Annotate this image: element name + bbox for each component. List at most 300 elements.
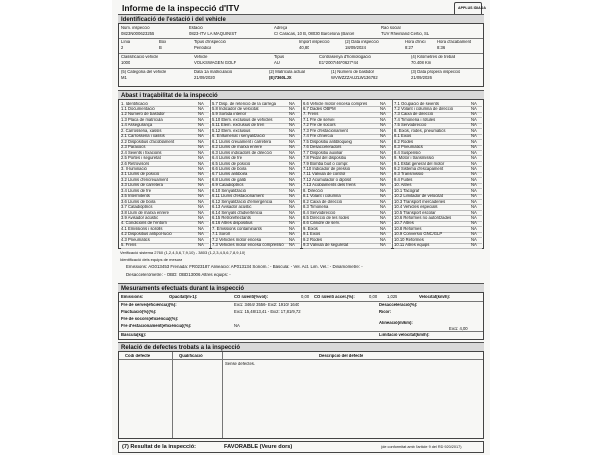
inspection-item-label: 7.11 Vàlvula de control — [303, 172, 346, 177]
inspection-item-label: 6.14 Senyals d'advertència — [212, 210, 263, 215]
value-company: TÜV Rheinland Certio, SL — [381, 32, 430, 36]
inspection-item-label: 4.1 Emissions i sorolls — [121, 226, 163, 231]
label-speed-limiter: Limitació velocitat(km/h): — [379, 333, 430, 337]
value-start-time: 8:27 — [405, 46, 414, 50]
col-description: Descripció del defecte — [319, 354, 364, 358]
inspection-item-na: NA — [198, 139, 204, 144]
inspection-item-na: NA — [471, 101, 477, 106]
inspection-item-na: NA — [471, 128, 477, 133]
inspection-item-label: 8.3 Pneumàtics — [394, 145, 423, 150]
inspection-item-label: 6.16 Altres dispositius — [212, 221, 253, 226]
inspection-item-na: NA — [380, 166, 386, 171]
label-price: Import inspecció — [299, 40, 330, 44]
ident-heading: Identificació de l'estació i del vehicle — [121, 16, 226, 23]
inspection-item — [303, 243, 391, 249]
inspection-item-label: 7.1 Fre de servei — [303, 117, 335, 122]
label-speed: Velocitat(km/h): — [419, 295, 451, 299]
inspection-item-label: 7. Frens — [303, 112, 319, 117]
inspection-item-label: 1.1 Documentació — [121, 107, 155, 112]
label-plate: (2) Matrícula actual — [269, 70, 305, 74]
inspection-item-na: NA — [380, 123, 386, 128]
inspection-item-label: 9.1 Eixos — [303, 232, 321, 237]
inspection-item-label: 7.9 Bomba buit o compr. — [303, 161, 349, 166]
value-inspection-type: Periòdica — [194, 46, 212, 50]
inspection-item-na: NA — [289, 221, 295, 226]
inspection-item-label: 9.3 Transmissió — [394, 172, 424, 177]
inspection-item-label: 8.1 Eixos — [394, 134, 412, 139]
inspection-item-label: 7.10 Indicador de pressió — [303, 166, 351, 171]
inspection-item-label: 6.5 Llums de posició — [212, 161, 251, 166]
inspection-item-label: 7.2 Fre de socors — [303, 123, 336, 128]
inspection-item-label: 2.4 Seients i fixacions — [121, 150, 162, 155]
inspection-item-na: NA — [198, 161, 204, 166]
inspection-item-label: 8. Eixos, rodes, pneumàtics — [394, 128, 446, 133]
inspection-item-label: 6.9 Catadiòptrics — [212, 183, 244, 188]
value-service-brake: Eix1: 3464/ 3556- Eix2: 1910/ 1640 — [234, 303, 300, 307]
inspection-item-na: NA — [198, 101, 204, 106]
inspection-item-label: 3.9 Avisador acústic — [121, 216, 159, 221]
inspection-item-na: NA — [380, 183, 386, 188]
label-parking-brake: Fre d'estacionament(eficiència)(%): — [121, 324, 192, 328]
inspection-item-label: 5.7 Disp. de retenció de la càrrega — [212, 101, 277, 106]
value-address: C/ Caracas, 10 B, 08030 Barcelona (Barcel — [274, 32, 355, 36]
inspection-item-label: 9.2 Rodes — [303, 237, 323, 242]
inspection-item-na: NA — [471, 226, 477, 231]
inspection-item-label: 10. Altres — [394, 183, 412, 188]
inspection-item-na: NA — [198, 183, 204, 188]
label-next-inspection: (3) Data propera inspecció — [411, 70, 461, 74]
inspection-item-na: NA — [289, 172, 295, 177]
inspection-item-label: 7.3 Vehicles motor encesa compressió — [212, 243, 284, 248]
inspection-item-na: NA — [471, 237, 477, 242]
inspection-item-na: NA — [289, 243, 295, 248]
inspection-item-na: NA — [198, 166, 204, 171]
label-vehicle-class: Classificació vehicle — [121, 55, 159, 59]
result-note: (de conformitat amb l'article 9 del RD 920/2017) — [381, 445, 462, 449]
abast-grid — [118, 99, 484, 249]
label-inspection-type: Tipus d'inspecció — [194, 40, 226, 44]
inspection-item-na: NA — [198, 117, 204, 122]
value-inspection-date: 18/09/2024 — [345, 46, 366, 50]
inspection-item-na: NA — [198, 210, 204, 215]
inspection-item-na: NA — [380, 128, 386, 133]
inspection-item-label: 1. Identificació — [121, 101, 148, 106]
inspection-item-na: NA — [380, 172, 386, 177]
inspection-item-label: 6.13 Avisador acústic — [212, 205, 252, 210]
inspection-item-na: NA — [471, 210, 477, 215]
inspection-item-label: 7.5 Servodirecció — [394, 123, 427, 128]
inspection-item-label: 10.1 Tacògraf — [394, 188, 420, 193]
inspection-item-na: NA — [471, 161, 477, 166]
inspection-item-label: 7.4 Fre d'inèrcia — [303, 134, 333, 139]
inspection-item-na: NA — [198, 232, 204, 237]
inspection-item-na: NA — [380, 199, 386, 204]
inspection-item-label: 3.1 Llums de posició — [121, 172, 160, 177]
inspection-item-label: 6.15 Retroreflectants — [212, 216, 251, 221]
inspection-item-label: 6.1 Llums creuament i carretera — [212, 139, 272, 144]
inspection-item-na: NA — [380, 243, 386, 248]
label-inspection-number: Núm. inspecció — [121, 26, 150, 30]
inspection-item-na: NA — [471, 145, 477, 150]
inspection-item-label: 8. Direcció — [303, 188, 323, 193]
inspection-item-na: NA — [380, 194, 386, 199]
inspection-item-label: 7.8 Pedal del dispositiu — [303, 156, 347, 161]
inspection-item-label: 8.3 Timoneria — [303, 205, 329, 210]
inspection-item-label: 7.13 Acoblaments dels frens — [303, 183, 356, 188]
inspection-item-label: 4.3 Pneumàtics — [121, 237, 150, 242]
inspection-item-label: 6.3 Llums indicadors de direcció — [212, 150, 272, 155]
inspection-item-label: 4. Condicions de l'entorn — [121, 221, 167, 226]
defect-row-text: Sense defectes. — [225, 362, 256, 366]
inspection-item-label: 9.4 Fuites — [394, 177, 413, 182]
inspection-item-label: 5.11 Elem. exclusius de tren — [212, 123, 265, 128]
inspection-item-label: 6.12 Senyalització d'emergència — [212, 199, 273, 204]
inspection-item — [121, 243, 209, 249]
inspection-item-label: 7.5 Dispositiu antibloqueig — [303, 139, 352, 144]
inspection-item-na: NA — [198, 134, 204, 139]
value-first-registration: 21/09/2020 — [194, 76, 215, 80]
inspection-item-na: NA — [471, 150, 477, 155]
inspection-item-na: NA — [471, 199, 477, 204]
inspection-item-label: 2.6 Retrovisors — [121, 161, 150, 166]
inspection-item-na: NA — [289, 188, 295, 193]
inspection-item — [212, 243, 300, 249]
value-fluctuation: Eix1: 15,48/13,41 - Eix2: 17,81/9,72 — [234, 310, 301, 314]
inspection-item-label: 5.9 Sortida interior — [212, 112, 247, 117]
label-type: Tipus — [274, 55, 285, 59]
inspection-item-label: 6.11 Llums d'estacionament — [212, 194, 264, 199]
inspection-item-label: 9.1 Estat general del motor — [394, 161, 445, 166]
value-next-inspection: 21/09/2026 — [411, 76, 432, 80]
inspection-item-label: 2.1 Carrosseria i xassís — [121, 134, 165, 139]
label-homologation: Contrasenya d'homologació — [319, 55, 371, 59]
inspection-item-na: NA — [471, 134, 477, 139]
inspection-item-na: NA — [289, 237, 295, 242]
inspection-item-label: 2.2 Dispositius d'acoblament — [121, 139, 175, 144]
inspection-item-na: NA — [289, 177, 295, 182]
inspection-item-na: NA — [380, 177, 386, 182]
inspection-item-label: 10.9 Conversió GNC/GLP — [394, 232, 443, 237]
inspection-item-na: NA — [289, 128, 295, 133]
inspection-item-label: 9. Motor i transmissió — [394, 156, 434, 161]
inspection-item-na: NA — [380, 134, 386, 139]
inspection-item-na: NA — [289, 205, 295, 210]
label-co-accel: CO ralentí accel.(%): — [314, 295, 355, 299]
inspection-item-label: 7.2 Volant i columna de direcció — [394, 107, 454, 112]
inspection-item-label: 7.1 Ocupació de seients — [394, 101, 439, 106]
inspection-item-label: 6.2 Llums de marxa enrere — [212, 145, 263, 150]
inspection-item-label: 5.12 Elem. exclusius — [212, 128, 251, 133]
inspection-item-na: NA — [289, 199, 295, 204]
inspection-item-na: NA — [289, 134, 295, 139]
inspection-item-na: NA — [380, 237, 386, 242]
report-title: Informe de la inspecció d'ITV — [122, 3, 240, 13]
inspection-item-na: NA — [380, 101, 386, 106]
inspection-item-label: 7.3 Caixa de direcció — [394, 112, 434, 117]
inspection-item-na: NA — [471, 107, 477, 112]
inspection-item-label: 6.6 Vehicle motor encesa comprès — [303, 101, 368, 106]
value-lambda: 1,025 — [387, 295, 398, 299]
inspection-item-na: NA — [198, 199, 204, 204]
inspection-item-label: 3.4 Llums de fre — [121, 188, 152, 193]
inspection-item-label: 9.2 Sistema d'escapament — [394, 166, 444, 171]
inspection-item-na: NA — [380, 145, 386, 150]
inspection-item-label: 3.2 Llums d'encreuament — [121, 177, 168, 182]
label-vin: (1) Número de bastidor — [331, 70, 375, 74]
inspection-item-label: 5.10 Elem. exclusius de vehicles — [212, 117, 273, 122]
result-box — [118, 441, 484, 453]
ident-grid — [118, 23, 484, 87]
value-category: M1 — [121, 76, 127, 80]
label-company: Raó social — [381, 26, 401, 30]
label-station: Estació — [189, 26, 203, 30]
inspection-item-label: 7.2 Vehicles motor encesa — [212, 237, 262, 242]
inspection-item-label: 6.7 Llums antiboira — [212, 172, 248, 177]
label-deceleration: Desacceleració(%): — [379, 303, 418, 307]
inspection-item-label: 2. Carrosseria, xassís — [121, 128, 162, 133]
inspection-item-na: NA — [289, 161, 295, 166]
inspection-item-na: NA — [289, 194, 295, 199]
inspection-item-na: NA — [198, 243, 204, 248]
inspection-item-label: 10.8 Reformes — [394, 226, 422, 231]
label-inspection-date: (2) Data inspecció — [345, 40, 379, 44]
inspection-item-label: 6.6 Llums de boira — [212, 166, 247, 171]
defectes-heading: Relació de defectes trobats a la inspecció — [121, 344, 241, 351]
inspection-item-label: 2.5 Portes i seguretat — [121, 156, 161, 161]
verification-text: Verificació sistema 2760 (1,2,4,5,6,7,9,10) - 3803 (1,2,3,4,5,6,7,8,9,10) — [120, 251, 246, 255]
inspection-item-na: NA — [471, 183, 477, 188]
inspection-item-na: NA — [198, 172, 204, 177]
inspection-item-label: 1.2 Número de bastidor — [121, 112, 165, 117]
inspection-item-na: NA — [198, 177, 204, 182]
inspection-item-label: 10.2 Limitador de velocitat — [394, 194, 443, 199]
inspection-item-label: 8.2 Rodes — [394, 139, 414, 144]
inspection-item-label: 1.3 Placa de matrícula — [121, 117, 163, 122]
inspection-item-label: 6.8 Llums de gàlib — [212, 177, 246, 182]
inspection-item-na: NA — [198, 107, 204, 112]
value-type: AU — [274, 61, 280, 65]
label-first-registration: Data 1a matriculació — [194, 70, 233, 74]
inspection-item-na: NA — [289, 123, 295, 128]
defectes-table — [118, 351, 484, 439]
inspection-item-na: NA — [380, 205, 386, 210]
inspection-item-na: NA — [380, 112, 386, 117]
value-co: 0,00 — [301, 295, 310, 299]
label-mileage: (4) Kilòmetres de treball — [411, 55, 456, 59]
label-address: Adreça — [274, 26, 288, 30]
inspection-item-na: NA — [471, 112, 477, 117]
inspection-item-label: 7.3 Fre d'estacionament — [303, 128, 348, 133]
inspection-item-na: NA — [471, 232, 477, 237]
inspection-item-na: NA — [380, 210, 386, 215]
inspection-item-na: NA — [198, 188, 204, 193]
inspection-item-na: NA — [471, 194, 477, 199]
inspection-item-na: NA — [289, 150, 295, 155]
inspection-item-label: 3.6 Llums de boira — [121, 199, 156, 204]
value-line: 2 — [121, 46, 124, 50]
inspection-item-na: NA — [289, 216, 295, 221]
inspection-item-na: NA — [471, 172, 477, 177]
inspection-item-label: 9.3 Vàlvula de seguretat — [303, 243, 349, 248]
value-price: 40,80 — [299, 46, 310, 50]
inspection-item-label: 3.3 Llums de carretera — [121, 183, 163, 188]
inspection-item-label: 5.8 Indicador de velocitat — [212, 107, 259, 112]
value-mileage: 70.408 Km — [411, 61, 432, 65]
inspection-item-na: NA — [289, 107, 295, 112]
value-vehicle-class: 1000 — [121, 61, 131, 65]
value-parking-brake: NA — [234, 324, 240, 328]
inspection-item-na: NA — [471, 188, 477, 193]
inspection-item-na: NA — [198, 194, 204, 199]
inspection-item-na: NA — [471, 139, 477, 144]
inspection-item-label: 10.6 Reformes no autoritzades — [394, 216, 452, 221]
inspection-item-na: NA — [471, 221, 477, 226]
inspection-item-na: NA — [198, 156, 204, 161]
inspection-item-na: NA — [380, 150, 386, 155]
inspection-item-na: NA — [380, 139, 386, 144]
inspection-item-label: 7.6 Desacceleradors — [303, 145, 342, 150]
inspection-item-na: NA — [380, 156, 386, 161]
inspection-item-label: 2.3 Paraxocs — [121, 145, 146, 150]
inspection-item-na: NA — [380, 221, 386, 226]
inspection-item-na: NA — [380, 117, 386, 122]
label-start-time: Hora d'inici — [405, 40, 426, 44]
equipment-list: Emissions: AG013453 Frenada: FR023187 Alineació: AP013134 Sonòm.: - Bàscula: - Vel. Act. Lim. Vel.: - Dinamòmetre: - — [126, 265, 363, 269]
inspection-item-na: NA — [289, 156, 295, 161]
value-homologation: E1*2007/46*0627*44 — [319, 61, 359, 65]
inspection-item-na: NA — [198, 145, 204, 150]
label-scale: Bàscula(kg): — [121, 333, 147, 337]
inspection-item-na: NA — [289, 210, 295, 215]
label-end-time: Hora d'acabament — [437, 40, 472, 44]
inspection-item-na: NA — [289, 226, 295, 231]
inspection-item-na: NA — [289, 232, 295, 237]
inspection-item-na: NA — [289, 166, 295, 171]
value-plate: (E)7360LJX — [269, 76, 292, 80]
inspection-item-na: NA — [198, 112, 204, 117]
inspection-item-label: 8.1 Volant i columna — [303, 194, 341, 199]
value-alignment: Eix1: 4,00 — [449, 327, 468, 331]
inspection-item-label: 7.7 Dispositiu auxiliar — [303, 150, 343, 155]
value-vehicle: VOLKSWAGEN GOLF — [194, 61, 237, 65]
result-label: (7) Resultat de la inspecció: — [122, 444, 196, 450]
value-vin: WVWZZZAUZLW136782 — [331, 76, 378, 80]
label-emissions: Emissions: — [121, 295, 144, 299]
inspection-item-na: NA — [198, 226, 204, 231]
inspection-item — [394, 243, 482, 249]
inspection-item-na: NA — [471, 117, 477, 122]
col-defect-code: Codi defecte — [125, 354, 151, 358]
equipment-heading: Identificació dels equips de mesura — [120, 258, 183, 262]
inspection-item-na: NA — [471, 177, 477, 182]
inspection-item-label: 6.4 Llums de fre — [212, 156, 243, 161]
value-co-accel: 0,00 — [369, 295, 378, 299]
inspection-item-na: NA — [380, 107, 386, 112]
inspection-item-label: 7.1 Soroll — [212, 232, 230, 237]
label-service-brake: Fre de servei(eficiència)(%): — [121, 303, 177, 307]
inspection-item-na: NA — [380, 226, 386, 231]
label-co: CO ralentí(%vol): — [234, 295, 268, 299]
value-station: 0823-ITV LA MAQUINIST — [189, 32, 237, 36]
inspection-item-label: 3.5 Intermitents — [121, 194, 150, 199]
inspection-item-na: NA — [198, 150, 204, 155]
inspection-item-na: NA — [471, 216, 477, 221]
inspection-item-na: NA — [289, 145, 295, 150]
inspection-item-na: NA — [198, 128, 204, 133]
inspection-item-na: NA — [198, 205, 204, 210]
value-inspection-number: 0823N000623255 — [121, 32, 155, 36]
inspection-item-na: NA — [380, 188, 386, 193]
mesures-heading: Mesuraments efectuats durant la inspecció — [121, 285, 245, 292]
label-line: Línia — [121, 40, 131, 44]
label-opacity: Opacitat(m-1): — [169, 295, 198, 299]
inspection-item-na: NA — [380, 216, 386, 221]
abast-heading: Abast i traçabilitat de la inspecció — [121, 92, 218, 99]
label-alignment: Alineació(m/km): — [379, 321, 413, 325]
inspection-item-label: 9. Eixos — [303, 226, 318, 231]
inspection-item-na: NA — [289, 139, 295, 144]
inspection-item-na: NA — [289, 183, 295, 188]
inspection-item-label: 10.11 Altres equips — [394, 243, 430, 248]
inspection-item-label: 6. Enllumenat i senyalització — [212, 134, 265, 139]
inspection-item-label: 3.8 Llum de marxa enrere — [121, 210, 169, 215]
col-qualification: Qualificació — [179, 354, 203, 358]
inspection-item-label: 8.5 Direcció de les rodes — [303, 216, 350, 221]
equipment-list-2: Desacceleròmetre: - OBD: OBD13006 Altres equips: - — [126, 273, 231, 277]
inspection-item-na: NA — [198, 123, 204, 128]
inspection-item-label: 3.7 Catadiòptrics — [121, 205, 153, 210]
label-category: (5) Categoria del vehicle — [121, 70, 167, 74]
result-value: FAVORABLE (Veure dors) — [224, 444, 293, 450]
inspection-item-na: NA — [380, 161, 386, 166]
inspection-item-label: 7. Emissions contaminants — [212, 226, 262, 231]
label-box: Box — [159, 40, 167, 44]
inspection-item-na: NA — [471, 156, 477, 161]
label-fluctuation: Fluctuació(%)(%): — [121, 310, 157, 314]
label-emergency-brake: Fre de socors(eficiència)(%): — [121, 317, 179, 321]
inspection-item-label: 6.7 Dades OBPM — [303, 107, 336, 112]
inspection-item-label: 6.10 Senyalització — [212, 188, 246, 193]
value-box: B — [159, 46, 162, 50]
inspection-item-na: NA — [198, 221, 204, 226]
label-ricor: Ricor: — [379, 310, 392, 314]
inspection-item-na: NA — [471, 205, 477, 210]
inspection-item-label: 1.4 Assegurança — [121, 123, 153, 128]
inspection-item-na: NA — [198, 216, 204, 221]
label-vehicle: Vehicle — [194, 55, 208, 59]
inspection-item-na: NA — [471, 166, 477, 171]
inspection-item-label: 3. Il·luminació — [121, 166, 147, 171]
inspection-item-na: NA — [198, 237, 204, 242]
inspection-item-na: NA — [471, 243, 477, 248]
value-end-time: 8:36 — [437, 46, 446, 50]
inspection-item-na: NA — [471, 123, 477, 128]
inspection-item-label: 10.4 Vehicles especials — [394, 205, 438, 210]
inspection-item-label: 8.2 Caixa de direcció — [303, 199, 343, 204]
report-sheet — [112, 0, 490, 455]
inspection-item-label: 10.5 Transport escolar — [394, 210, 436, 215]
inspection-item-label: 4.2 Dispositius antipol·lució — [121, 232, 172, 237]
inspection-item-na: NA — [380, 232, 386, 237]
inspection-item-label: 7.12 Acumulador o dipòsit — [303, 177, 352, 182]
inspection-item-label: 10.7 Altres — [394, 221, 414, 226]
inspection-item-label: 8.4 Suspensió — [394, 150, 421, 155]
inspection-item-label: 7.4 Timoneria i ròtules — [394, 117, 436, 122]
inspection-item-na: NA — [289, 112, 295, 117]
inspection-item-label: 8.4 Servodirecció — [303, 210, 336, 215]
mesures-grid — [118, 292, 484, 340]
inspection-item-na: NA — [289, 101, 295, 106]
